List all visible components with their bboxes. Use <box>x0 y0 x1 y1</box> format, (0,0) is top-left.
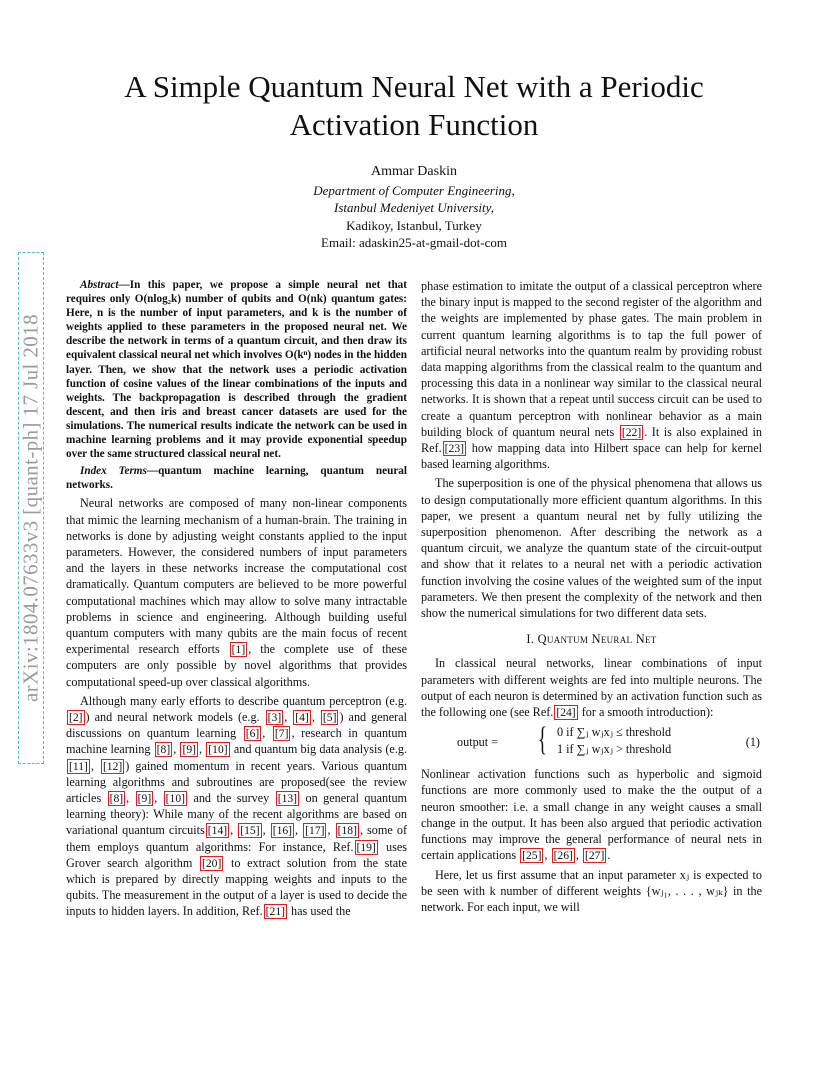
citation-link[interactable]: [23] <box>444 442 464 456</box>
citation-link[interactable]: [24] <box>556 706 576 720</box>
paper-title <box>0 68 828 144</box>
arxiv-stamp-text: arXiv:1804.07633v3 [quant-ph] 17 Jul 2018 <box>18 314 43 702</box>
author-name: Ammar Daskin <box>371 164 457 179</box>
section-title: Quantum Neural Net <box>537 632 657 647</box>
author-location: Kadikoy, Istanbul, Turkey <box>346 217 482 233</box>
abstract <box>66 278 407 461</box>
index-terms <box>66 464 407 492</box>
author-university: Istanbul Medeniyet University, <box>334 200 494 215</box>
title-line-2: Activation Function <box>289 107 539 142</box>
citation-link[interactable]: [8] <box>109 792 124 806</box>
index-terms-text: —quantum machine learning, quantum neural networks. <box>66 465 407 492</box>
citation-link[interactable]: [22] <box>621 425 642 439</box>
title-line-1: A Simple Quantum Neural Net with a Periodic <box>124 69 704 104</box>
section-paragraph-2: Nonlinear activation functions such as hyperbolic and sigmoid functions are more commonly used to make the the output of a neuron smoother: i.e. a small change in any weight causes a small change in the output. It has been also argued that periodic activation functions may improve the general performance of neural nets in certain applications [25] , [26] , [27] . <box>421 767 762 863</box>
citation-link[interactable]: [21] <box>265 905 285 919</box>
citation-link[interactable]: [20] <box>201 856 222 870</box>
section-paragraph-1: In classical neural networks, linear combinations of input parameters with different weights are fed into multiple neurons. The output of each neuron is determined by an activation function such as the following one (see Ref. [24] for a smooth introduction): <box>421 656 762 720</box>
equation-case-1: 0 if ∑ⱼ wⱼxⱼ ≤ threshold <box>557 725 672 740</box>
left-column <box>66 278 407 923</box>
author-block <box>0 163 828 252</box>
citation-link[interactable]: [19] <box>356 840 376 854</box>
citation-link[interactable]: [9] <box>182 743 197 757</box>
citation-link[interactable]: [4] <box>295 711 309 725</box>
section-paragraph-3: Here, let us first assume that an input parameter xⱼ is expected to be seen with k number of different weights {wⱼ₁, . . . , wⱼₖ} in the network. For each input, we will <box>421 867 762 914</box>
citation-link[interactable]: [15] <box>240 824 260 838</box>
citation-link[interactable]: [1] <box>231 643 246 657</box>
citation-link[interactable]: [18] <box>337 824 357 838</box>
citation-link[interactable]: [7] <box>274 727 289 741</box>
arxiv-stamp <box>18 252 44 764</box>
abstract-text: —In this paper, we propose a simple neural net that requires only O(nlog₂k) number of qubits and O(nk) quantum gates: Here, n is the number of input parameters, and k is the number of weights applied to these parameters in the proposed neural net. We describe the network in terms of a quantum circuit, and then draw its equivalent classical neural net which involves O(kⁿ) nodes in the hidden layer. Then, we show that the network uses a periodic activation function of cosine values of the linear combinations of the inputs and weights. The backpropagation is described through the gradient descent, and then iris and breast cancer datasets are used for the simulations. The numerical results indicate the network can be used in machine learning problems and it may provide exponential speedup over the same structured classical neural net. <box>66 279 407 461</box>
intro-paragraph-2: Although many early efforts to describe quantum perceptron (e.g. [2] ) and neural network models (e.g. [3] , [4] , [5] ) and general discussions on quantum learning [6] , [7] , research in quantum machine learning [8] , [9] , [10] and quantum big data analysis (e.g. [11] , [12] ) gained momentum in recent years. Various quantum learning algorithms and subroutines are proposed(see the review articles [8] , [9] , [10] and the survey [13] on general quantum learning theory): While many of the recent algorithms are based on variational quantum circuits [14] , [15] , [16] , [17] , [18] , some of them employs quantum algorithms: For instance, Ref. [19] uses Grover search algorithm [20] to extract solution from the state which is prepared by directly mapping weights and inputs to the qubits. The measurement in the output of a layer is used to decide the inputs to hidden layers. In addition, Ref. [21] has used the <box>66 693 408 919</box>
index-terms-label: Index Terms <box>80 465 147 478</box>
equation-number: (1) <box>745 735 760 750</box>
citation-link[interactable]: [17] <box>305 824 325 838</box>
citation-link[interactable]: [8] <box>156 743 171 757</box>
citation-link[interactable]: [2] <box>69 711 83 725</box>
author-email: Email: adaskin25-at-gmail-dot-com <box>321 235 507 250</box>
section-heading <box>421 631 762 647</box>
citation-link[interactable]: [12] <box>102 759 123 773</box>
citation-link[interactable]: [27] <box>584 849 605 863</box>
citation-link[interactable]: [3] <box>267 711 282 725</box>
equation-brace: { <box>538 721 547 759</box>
citation-link[interactable]: [9] <box>137 792 152 806</box>
citation-link[interactable]: [11] <box>69 759 88 773</box>
intro-paragraph-4: The superposition is one of the physical phenomena that allows us to design computationally more efficient quantum algorithms. In this paper, we present a quantum neural net by fully utilizing the superposition phenomenon. After describing the network as a quantum circuit, we analyze the quantum state of the circuit-output and show that it relates to a neural net with a periodic activation function involving the cosine values of the weighted sum of the input parameters. We then present the complexity of the network and then show the numerical simulations for two different data sets. <box>421 476 762 621</box>
equation-1 <box>421 721 762 760</box>
right-column <box>421 278 762 918</box>
author-department: Department of Computer Engineering, <box>313 182 515 198</box>
citation-link[interactable]: [26] <box>553 849 573 863</box>
citation-link[interactable]: [5] <box>322 711 337 725</box>
abstract-label: Abstract <box>80 279 119 291</box>
section-number: I. <box>526 632 535 647</box>
citation-link[interactable]: [10] <box>165 792 185 806</box>
citation-link[interactable]: [13] <box>277 792 298 806</box>
citation-link[interactable]: [16] <box>272 824 293 838</box>
citation-link[interactable]: [14] <box>207 824 228 838</box>
citation-link[interactable]: [6] <box>245 727 260 741</box>
intro-paragraph-1: Neural networks are composed of many non-linear components that mimic the learning mechanism of a human-brain. The training in networks is done by adjusting weight constants applied to the input parameters. However, the considered numbers of input parameters and the layers in these networks increase the computational cost dramatically. Quantum computers are believed to be more powerful computational machines which may allow to solve many intractable problems in science and engineering. Although building useful quantum computers with many qubits are the main focus of recent experimental research efforts [1] , the complete use of these computers are only possible by novel algorithms that provides computational speed-up over classical algorithms. <box>66 496 407 689</box>
intro-paragraph-3: phase estimation to imitate the output of a classical perceptron where the binary input is mapped to the second register of the algorithm and the weights are implemented by phase gates. The main problem in current quantum learning algorithms is to tap the full power of artificial neural networks into the quantum realm by providing robust data mapping algorithms from the classical realm to the quantum and processing this data in a nonlinear way similar to the classical neural networks. It is shown that a repeat until success circuit can be used to create a quantum perceptron with nonlinear behavior as a main building block of quantum neural nets [22] . It is also explained in Ref. [23] how mapping data into Hilbert space can help for kernel based learning algorithms. <box>421 279 763 472</box>
equation-lhs: output = <box>457 735 499 750</box>
citation-link[interactable]: [25] <box>522 849 542 863</box>
citation-link[interactable]: [10] <box>208 743 228 757</box>
equation-case-2: 1 if ∑ⱼ wⱼxⱼ > threshold <box>557 742 672 757</box>
